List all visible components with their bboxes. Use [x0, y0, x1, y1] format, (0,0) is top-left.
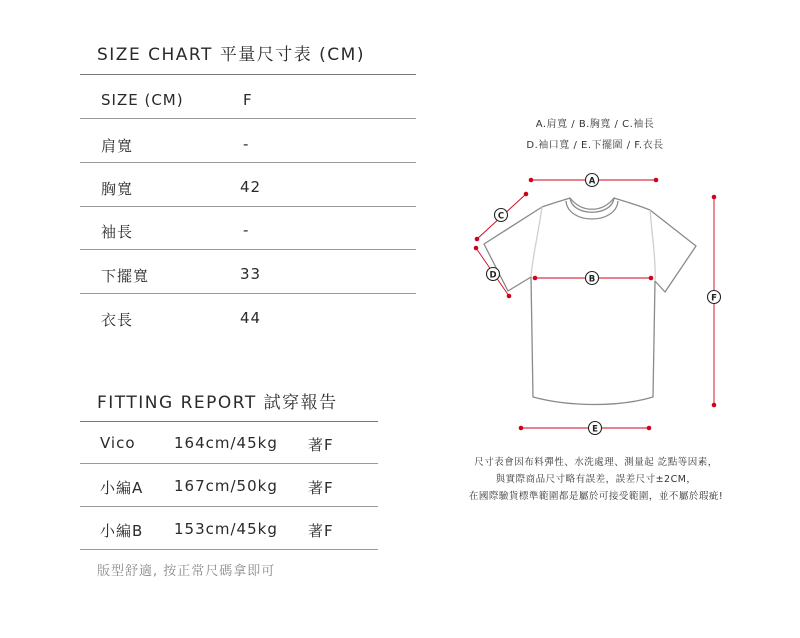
size-row-label: 衣長 — [101, 311, 134, 329]
size-header-label: SIZE (CM) — [101, 91, 184, 109]
fitting-body: 164cm/45kg — [174, 434, 278, 452]
measure-e — [519, 426, 652, 431]
divider — [80, 162, 416, 163]
divider — [80, 463, 378, 464]
divider — [80, 206, 416, 207]
right-sleeve-seam — [650, 210, 655, 281]
size-row-value: 42 — [240, 178, 262, 196]
left-sleeve-seam — [531, 207, 542, 277]
divider — [80, 421, 378, 422]
tshirt-collar-inner — [566, 201, 618, 219]
disclaimer — [440, 454, 752, 505]
divider — [80, 293, 416, 294]
size-row-value: - — [243, 135, 250, 153]
marker-f — [708, 291, 721, 304]
fitting-name: 小編B — [100, 522, 144, 540]
disclaimer-line-2: 與實際商品尺寸略有誤差，誤差尺寸±2CM， — [495, 474, 697, 485]
divider — [80, 249, 416, 250]
fitting-body: 167cm/50kg — [174, 477, 278, 495]
divider — [80, 118, 416, 119]
marker-e — [589, 422, 602, 435]
svg-text:C: C — [497, 211, 505, 222]
fitting-body: 153cm/45kg — [174, 520, 278, 538]
size-row-value: - — [243, 221, 250, 239]
divider — [80, 74, 416, 75]
fitting-report-title: FITTING REPORT 試穿報告 — [97, 393, 338, 413]
size-row-label: 袖長 — [101, 223, 134, 241]
svg-text:E: E — [592, 424, 598, 435]
size-header-value: F — [243, 91, 253, 109]
size-chart-title: SIZE CHART 平量尺寸表 (CM) — [97, 45, 365, 65]
tshirt-diagram — [460, 165, 740, 435]
svg-text:F: F — [711, 293, 717, 304]
legend-line-1: A.肩寬 / B.胸寬 / C.袖長 — [535, 119, 655, 130]
legend-line-2: D.袖口寬 / E.下擺圍 / F.衣長 — [526, 140, 664, 151]
fitting-wear: 著F — [308, 522, 334, 540]
fitting-name: Vico — [100, 434, 136, 452]
marker-a — [586, 174, 599, 187]
marker-c — [495, 209, 508, 222]
fitting-name: 小編A — [100, 479, 144, 497]
fitting-note: 版型舒適, 按正常尺碼拿即可 — [97, 564, 276, 579]
disclaimer-line-3: 在國際驗貨標準範圍都是屬於可接受範圍，並不屬於瑕疵! — [468, 491, 724, 502]
svg-text:D: D — [489, 270, 497, 281]
divider — [80, 549, 378, 550]
disclaimer-line-1: 尺寸表會因布料彈性、水洗處理、測量起 訖點等因素， — [474, 457, 718, 468]
fitting-wear: 著F — [308, 436, 334, 454]
size-row-value: 44 — [240, 309, 262, 327]
marker-d — [487, 268, 500, 281]
svg-text:B: B — [588, 274, 596, 285]
fitting-wear: 著F — [308, 479, 334, 497]
size-row-label: 胸寬 — [101, 180, 134, 198]
marker-b — [586, 272, 599, 285]
svg-text:A: A — [588, 176, 596, 187]
size-row-label: 下擺寬 — [101, 267, 150, 285]
size-row-label: 肩寬 — [101, 137, 134, 155]
divider — [80, 506, 378, 507]
size-row-value: 33 — [240, 265, 262, 283]
tshirt-outline — [484, 198, 696, 405]
